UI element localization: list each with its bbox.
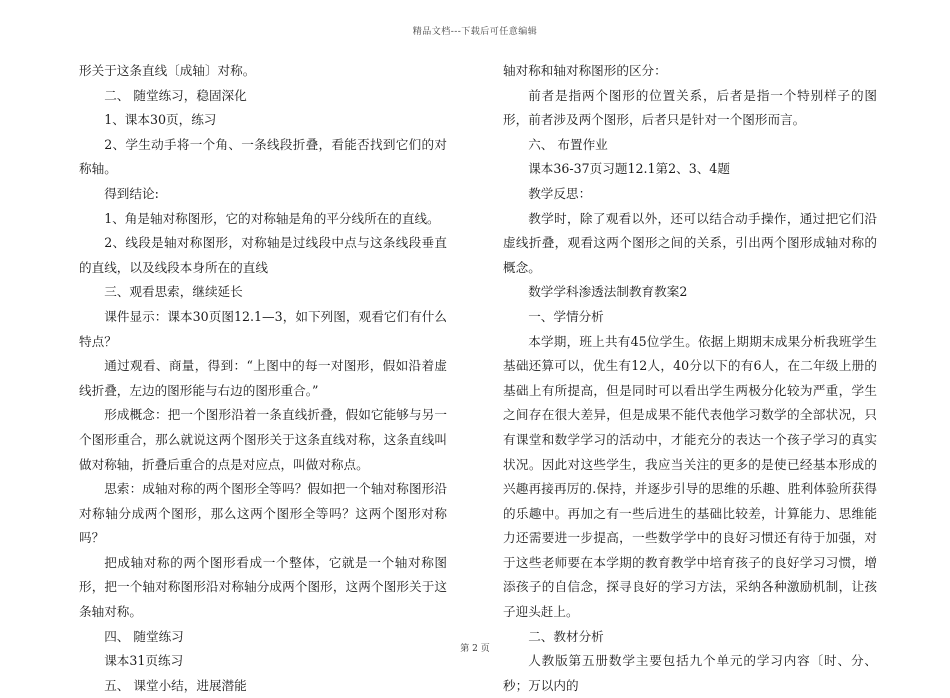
paragraph: 思索：成轴对称的两个图形全等吗？假如把一个轴对称图形沿对称轴分成两个图形，那么这两个图形全等吗？这两个图形对称吗？ [79, 481, 447, 546]
right-column [503, 59, 877, 698]
paragraph: 1、课本30页，练习 [104, 112, 217, 128]
paragraph: 课本31页练习 [104, 653, 184, 669]
paragraph: 本学期，班上共有45位学生。依据上期期末成果分析我班学生基础还算可以，优生有12人，40分以下的有6人，在二年级上册的基础上有所提高，但是同时可以看出学生两极分化较为严重，学生之间存在很大差异，但是成果不能代表他学习数学的全部状况，只有课堂和数学学习的活动中，才能充分的表达一个孩子学习的真实状况。因此对这些学生，我应当关注的更多的是使已经基本形成的兴趣再接再厉的.保持，并逐步引导的思维的乐趣、胜利体验所获得的乐趣中。再加之有一些后进生的基础比较差，计算能力、思维能力还需要进一步提高，一些数学学中的良好习惯还有待于加强，对于这些老师要在本学期的教育教学中培育孩子的良好学习习惯，增添孩子的自信念，探寻良好的学习方法，采纳各种激励机制，让孩子迎头赶上。 [503, 333, 877, 620]
paragraph: 前者是指两个图形的位置关系，后者是指一个特别样子的图形，前者涉及两个图形，后者只是针对一个图形而言。 [503, 87, 877, 128]
document-title: 数学学科渗透法制教育教案2 [528, 284, 688, 300]
paragraph: 形成概念：把一个图形沿着一条直线折叠，假如它能够与另一个图形重合，那么就说这两个图形关于这条直线对称，这条直线叫做对称轴，折叠后重合的点是对应点，叫做对称点。 [79, 407, 447, 472]
paragraph: 2、线段是轴对称图形，对称轴是过线段中点与这条线段垂直的直线，以及线段本身所在的直线 [79, 235, 447, 275]
paragraph: 形关于这条直线〔成轴〕对称。 [79, 63, 256, 78]
section-heading: 四、 随堂练习 [104, 628, 184, 644]
page-number: 第 2 页 [460, 644, 490, 654]
paragraph: 通过观看、商量，得到：“上图中的每一对图形，假如沿着虚线折叠，左边的图形能与右边的图形重合。” [79, 358, 447, 398]
paragraph: 把成轴对称的两个图形看成一个整体，它就是一个轴对称图形，把一个轴对称图形沿对称轴分成两个图形，这两个图形关于这条轴对称。 [79, 554, 447, 620]
paragraph: 1、角是轴对称图形，它的对称轴是角的平分线所在的直线。 [104, 210, 440, 226]
page-header: 精品文档---下载后可任意编辑 [412, 27, 538, 37]
section-heading: 二、 随堂练习，稳固深化 [104, 87, 247, 103]
paragraph: 2、学生动手将一个角、一条线段折叠，看能否找到它们的对称轴。 [79, 136, 447, 177]
left-column [79, 59, 447, 698]
section-heading: 二、教材分析 [528, 628, 604, 644]
paragraph: 人教版第五册数学主要包括九个单元的学习内容〔时、分、秒；万以内的 [503, 653, 877, 693]
paragraph: 课件显示：课本30页图12.1—3，如下列图，观看它们有什么特点？ [79, 308, 447, 349]
paragraph: 得到结论: [104, 185, 159, 201]
paragraph: 轴对称和轴对称图形的区分： [503, 63, 667, 78]
section-heading: 一、学情分析 [528, 308, 604, 324]
paragraph: 教学时，除了观看以外，还可以结合动手操作，通过把它们沿虚线折叠，观看这两个图形之间的关系，引出两个图形成轴对称的概念。 [503, 210, 877, 275]
section-heading: 五、 课堂小结，进展潜能 [104, 677, 247, 693]
section-heading: 三、观看思索，继续延长 [104, 284, 243, 300]
paragraph: 课本36-37页习题12.1第2、3、4题 [528, 161, 730, 177]
section-heading: 六、 布置作业 [528, 136, 608, 152]
paragraph: 教学反思： [528, 185, 592, 201]
